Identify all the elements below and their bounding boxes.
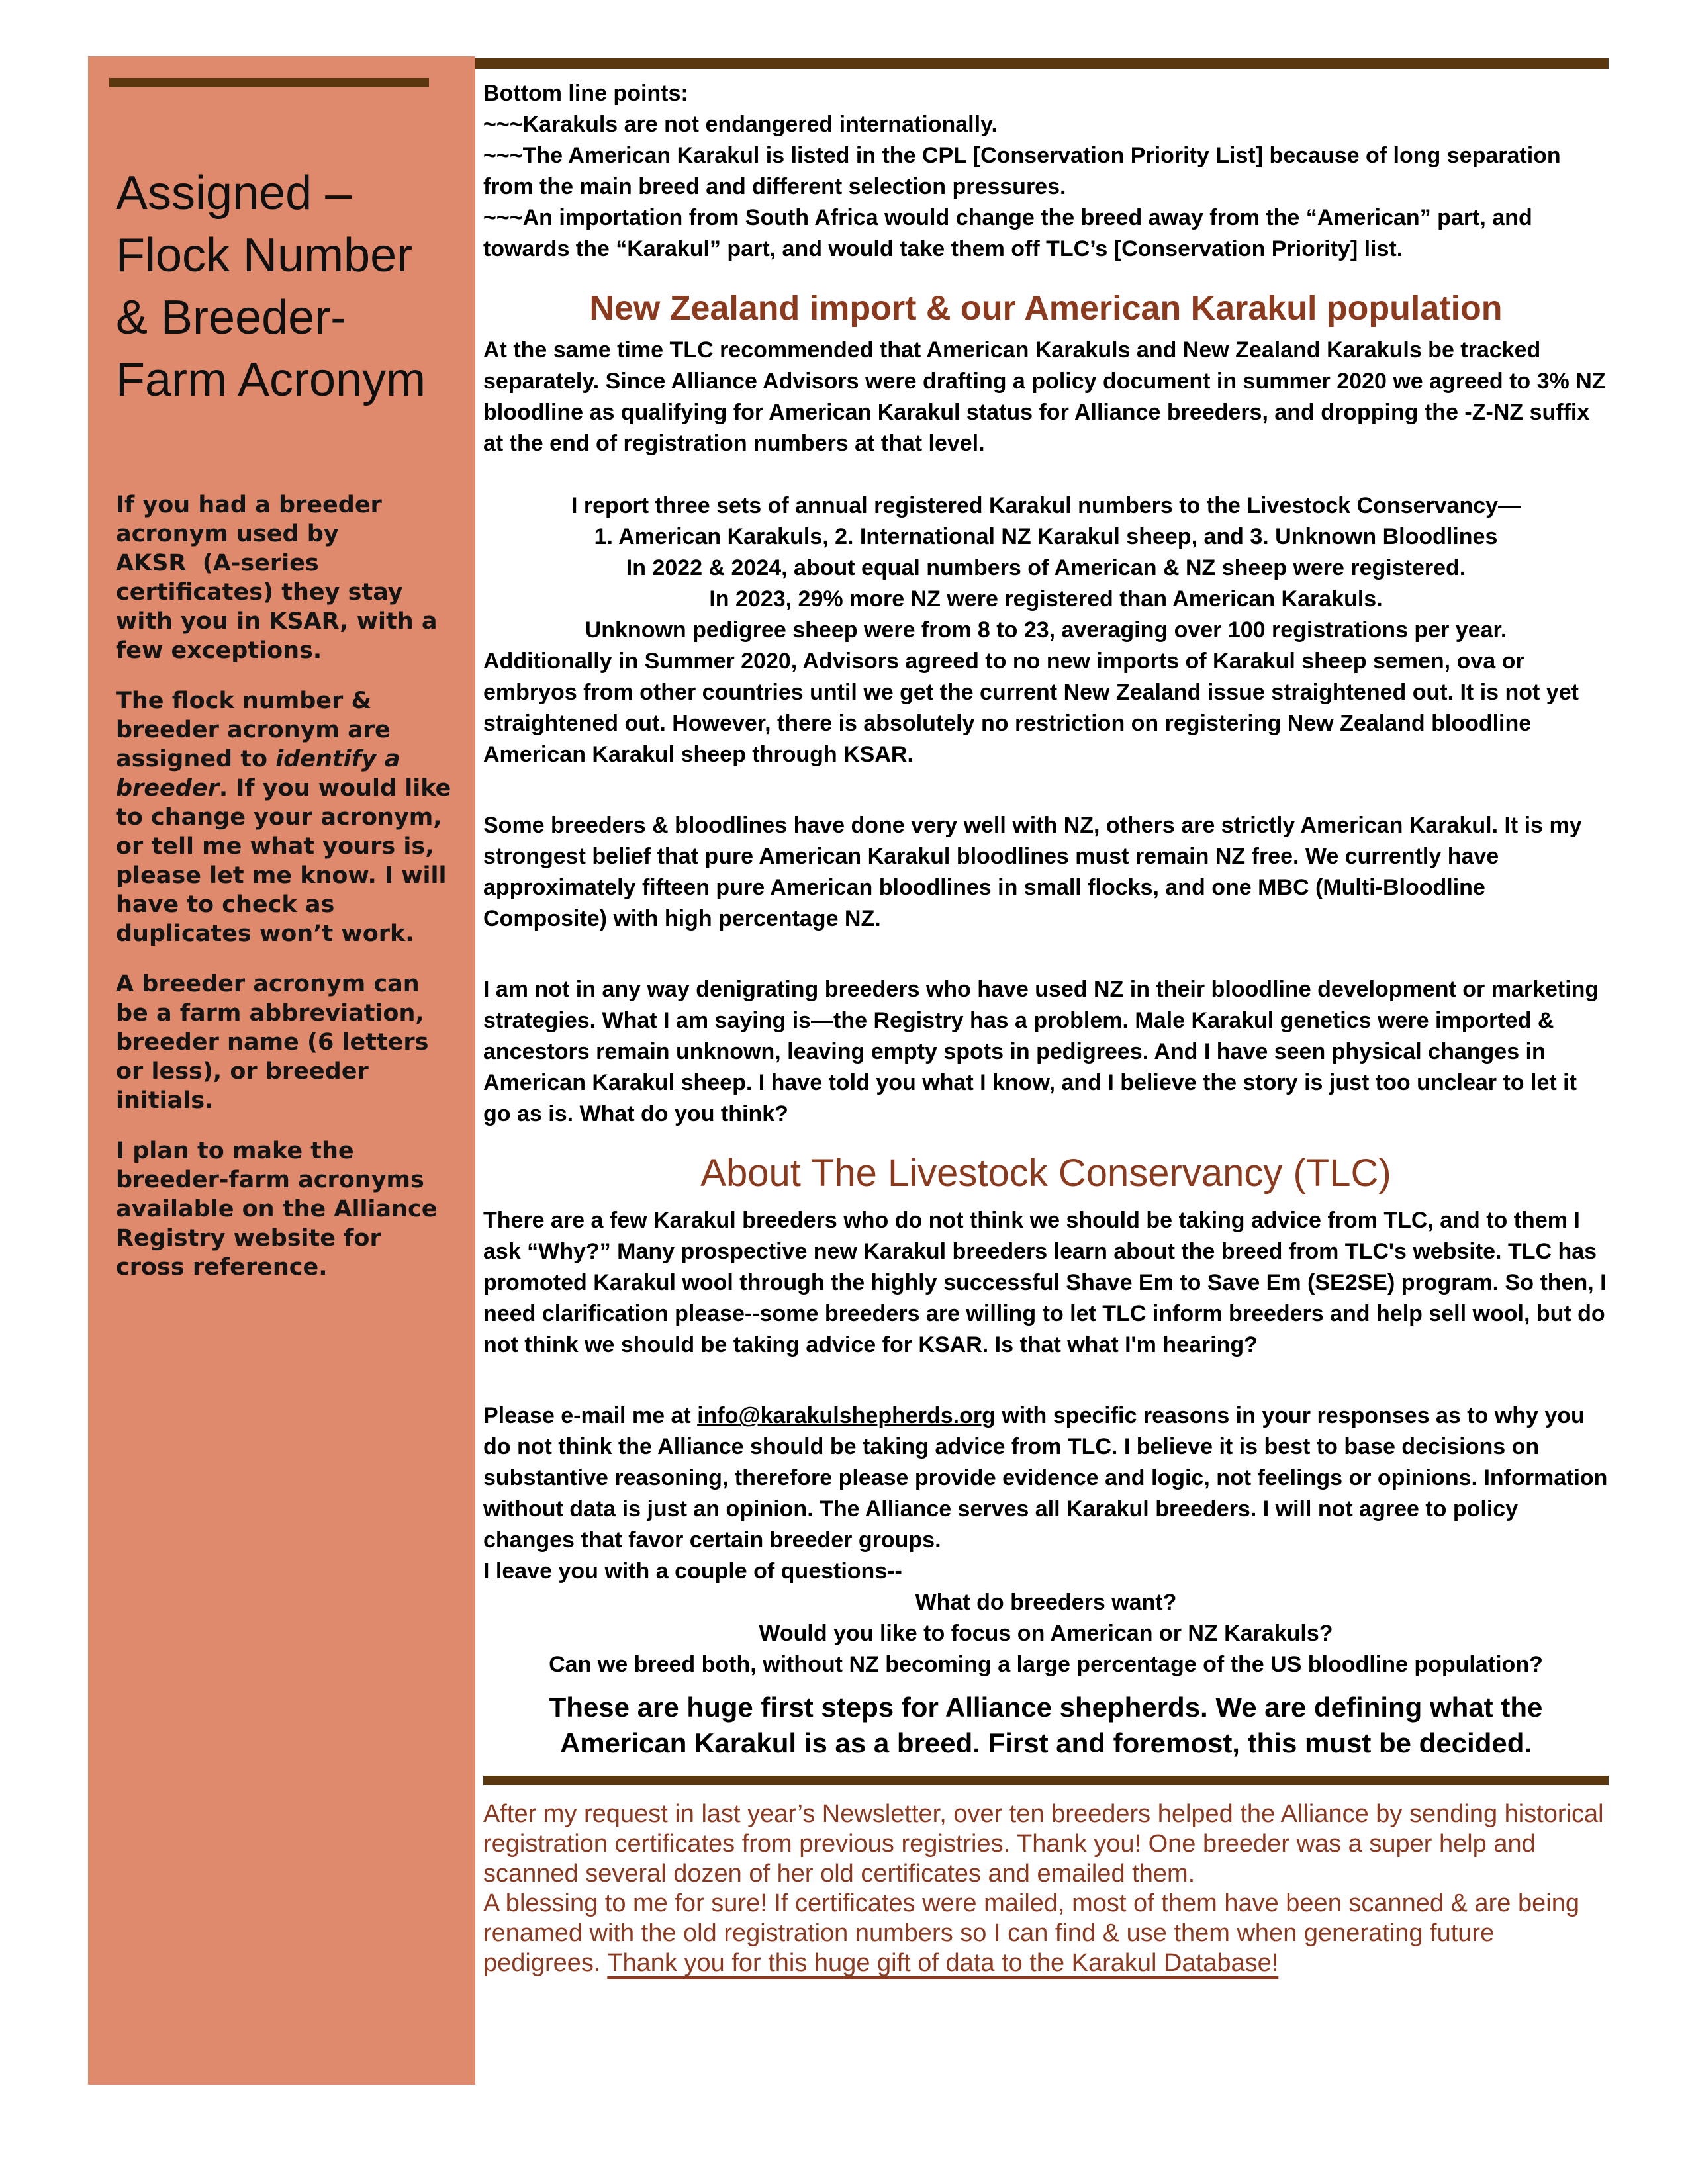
nz-section-heading: New Zealand import & our American Karakul population: [589, 289, 1503, 328]
bottom-line-heading: Bottom line points:: [483, 81, 688, 106]
registration-report: [483, 490, 1609, 646]
question-line: What do breeders want?: [915, 1590, 1177, 1615]
para-text: Please e-mail me at: [483, 1403, 698, 1428]
sidebar-paragraph-identify-breeder: [116, 686, 453, 948]
footer-paragraph-2: [483, 1889, 1609, 1978]
footer-paragraph-1: After my request in last year’s Newsletter, over ten breeders helped the Alliance by sending historical registration certificates from previous registries. Thank you! One breeder was a super help and scanned several dozen of her old certificates and emailed them.: [483, 1800, 1604, 1888]
tlc-paragraph: There are a few Karakul breeders who do not think we should be taking advice from TLC, and to them I ask “Why?” Many prospective new Karakul breeders learn about the breed from TLC's website. TLC has promoted Karakul wool through the highly successful Shave Em to Save Em (SE2SE) program. So then, I need clarification please--some breeders are willing to let TLC inform breeders and help sell wool, but do not think we should be taking advice for KSAR. Is that what I'm hearing?: [483, 1208, 1607, 1357]
bottom-line-bullet-1: ~~~Karakuls are not endangered internationally.: [483, 112, 998, 137]
questions-list: [483, 1587, 1609, 1680]
footer-note: [483, 1799, 1609, 1978]
sidebar-title-line: & Breeder-: [116, 291, 347, 344]
section-divider-rule: [483, 1776, 1609, 1785]
question-line: Would you like to focus on American or NZ Karakuls?: [759, 1621, 1333, 1646]
main-column: [483, 78, 1609, 1978]
sidebar-title-line: Flock Number: [116, 229, 413, 282]
sidebar-paragraph-website-plan: I plan to make the breeder-farm acronyms available on the Alliance Registry website for cross reference.: [116, 1138, 438, 1281]
bottom-line-bullet-2: ~~~The American Karakul is listed in the CPL [Conservation Priority List] because of long separation from the main breed and different selection pressures.: [483, 143, 1561, 199]
sidebar-content: [88, 56, 475, 1282]
para-text: . If you would like to change your acronym, or tell me what yours is, please let me know. I will have to check as duplicates won’t work.: [116, 775, 451, 947]
question-line: Can we breed both, without NZ becoming a large percentage of the US bloodline population?: [549, 1652, 1543, 1677]
report-line: I report three sets of annual registered Karakul numbers to the Livestock Conservancy—: [571, 493, 1521, 518]
sidebar-paragraph-acronym-forms: A breeder acronym can be a farm abbreviation, breeder name (6 letters or less), or breeder initials.: [116, 971, 429, 1114]
top-rule: [475, 58, 1609, 69]
sidebar-top-rule: [109, 78, 429, 87]
sidebar-title-line: Assigned –: [116, 167, 352, 220]
denigrating-paragraph: I am not in any way denigrating breeders who have used NZ in their bloodline development or marketing strategies. What I am saying is—the Registry has a problem. Male Karakul genetics were imported & ancestors remain unknown, leaving empty spots in pedigrees. And I have seen physical changes in American Karakul sheep. I have told you what I know, and I believe the story is just too unclear to let it go as is. What do you think?: [483, 977, 1599, 1126]
para-text-italic: identify a breeder: [116, 746, 400, 801]
nz-additionally-paragraph: Additionally in Summer 2020, Advisors agreed to no new imports of Karakul sheep semen, ova or embryos from other countries until we get the current New Zealand issue straightened out. It is not yet straightened out. However, there is absolutely no restriction on registering New Zealand bloodline American Karakul sheep through KSAR.: [483, 649, 1579, 767]
sidebar-title: [116, 162, 453, 411]
sidebar-paragraph-acronym-history: If you had a breeder acronym used by AKSR (A-series certificates) they stay with you in KSAR, with a few exceptions.: [116, 492, 438, 664]
email-paragraph: [483, 1400, 1609, 1556]
report-line: Unknown pedigree sheep were from 8 to 23, averaging over 100 registrations per year.: [585, 617, 1507, 643]
questions-intro: I leave you with a couple of questions--: [483, 1559, 902, 1584]
report-line: 1. American Karakuls, 2. International NZ Karakul sheep, and 3. Unknown Bloodlines: [594, 524, 1498, 549]
report-line: In 2023, 29% more NZ were registered than American Karakuls.: [709, 586, 1383, 612]
para-text: A blessing to me for sure! If certificates were mailed, most of them have been scanned & are being renamed with the old registration numbers so I can find & use them when generating future pedigrees.: [483, 1889, 1579, 1977]
report-line: In 2022 & 2024, about equal numbers of American & NZ sheep were registered.: [626, 555, 1466, 580]
para-text: The flock number & breeder acronym are assigned to: [116, 688, 391, 772]
tlc-section-heading: About The Livestock Conservancy (TLC): [700, 1152, 1391, 1195]
email-link[interactable]: info@karakulshepherds.org: [697, 1403, 996, 1428]
sidebar-title-line: Farm Acronym: [116, 353, 426, 406]
bottom-line-bullet-3: ~~~An importation from South Africa would change the breed away from the “American” part, and towards the “Karakul” part, and would take them off TLC’s [Conservation Priority] list.: [483, 205, 1532, 261]
para-text: with specific reasons in your responses as to why you do not think the Alliance should be taking advice from TLC. I believe it is best to base decisions on substantive reasoning, therefore please provide evidence and logic, not feelings or opinions. Information without data is just an opinion. The Alliance serves all Karakul breeders. I will not agree to policy changes that favor certain breeder groups.: [483, 1403, 1608, 1553]
nz-intro-paragraph: At the same time TLC recommended that American Karakuls and New Zealand Karakuls be tracked separately. Since Alliance Advisors were drafting a policy document in summer 2020 we agreed to 3% NZ bloodline as qualifying for American Karakul status for Alliance breeders, and dropping the -Z-NZ suffix at the end of registration numbers at that level.: [483, 338, 1606, 456]
closing-statement: These are huge first steps for Alliance shepherds. We are defining what the American Karakul is as a breed. First and foremost, this must be decided.: [549, 1692, 1543, 1758]
some-breeders-paragraph: Some breeders & bloodlines have done very well with NZ, others are strictly American Karakul. It is my strongest belief that pure American Karakul bloodlines must remain NZ free. We currently have approximately fifteen pure American bloodlines in small flocks, and one MBC (Multi-Bloodline Composite) with high percentage NZ.: [483, 813, 1582, 931]
sidebar: [88, 56, 475, 2085]
footer-thank-you-underlined: Thank you for this huge gift of data to the Karakul Database!: [607, 1949, 1279, 1977]
